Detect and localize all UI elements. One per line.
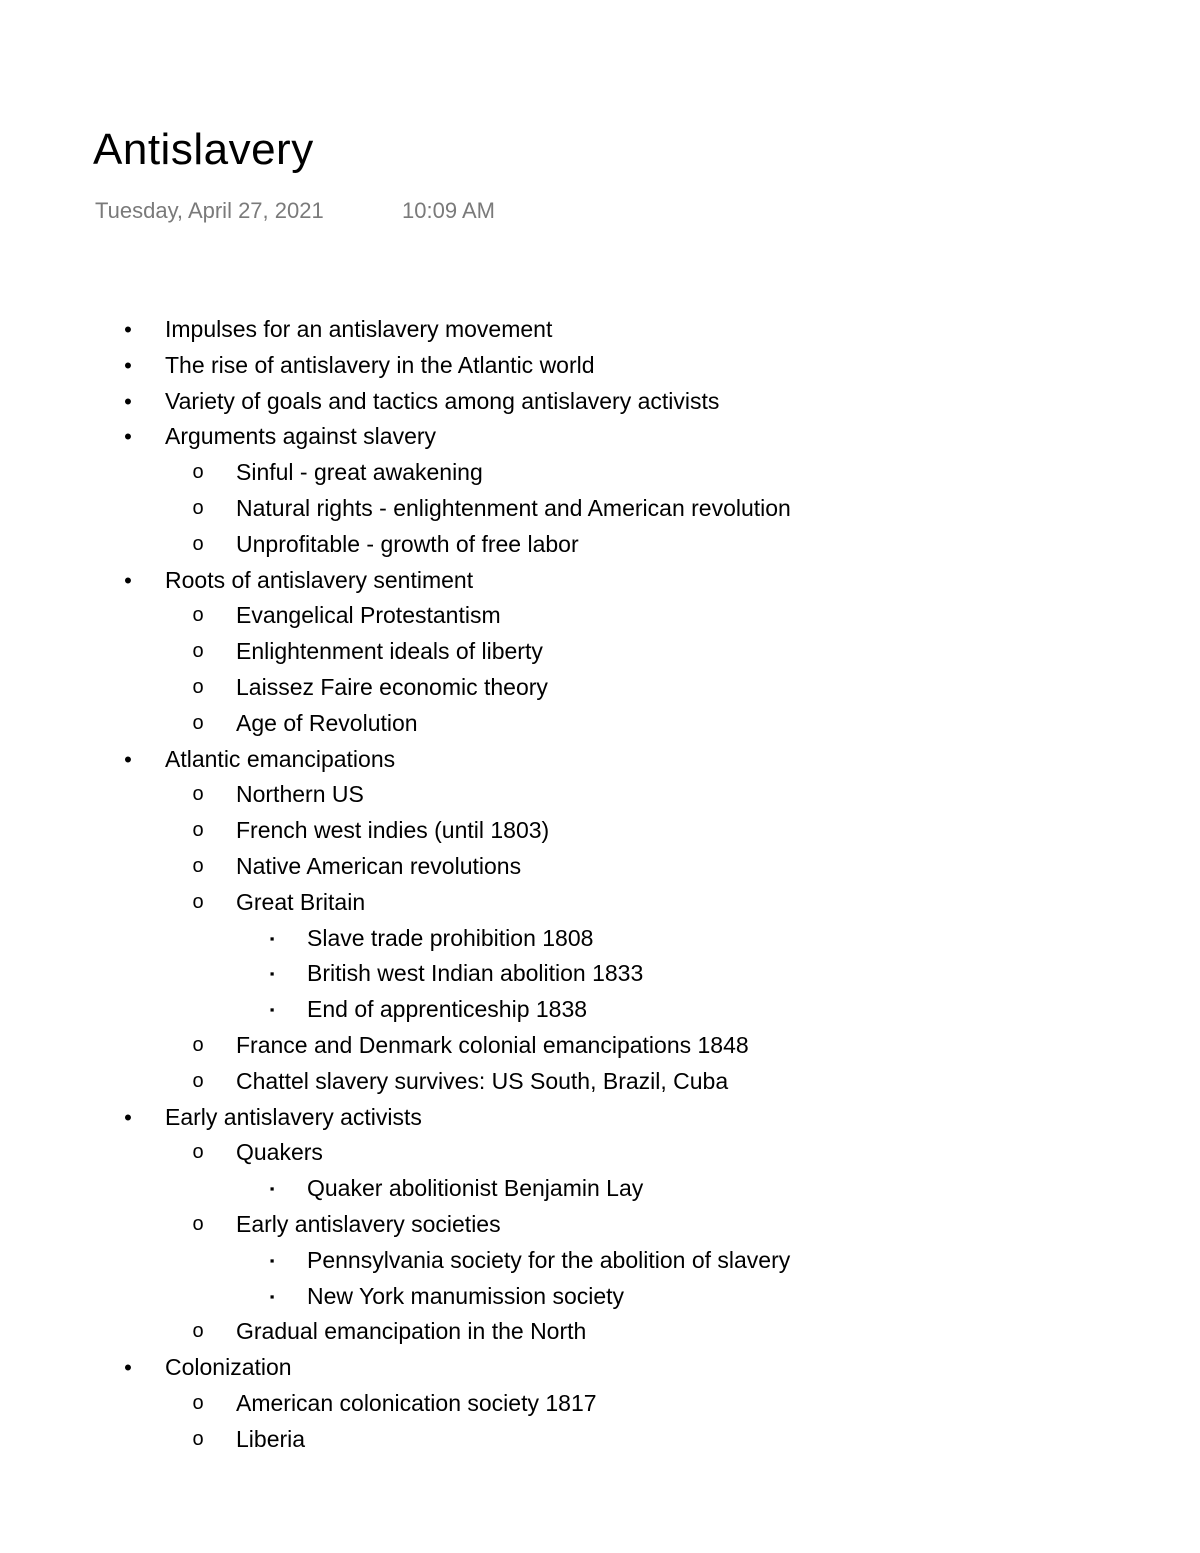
bullet-marker: •: [124, 1104, 132, 1130]
bullet-marker: •: [124, 388, 132, 414]
bullet-marker: ▪: [269, 1252, 275, 1268]
outline-item-text: Evangelical Protestantism: [236, 602, 501, 629]
outline-item-level-1: [0, 419, 1200, 455]
page-title: Antislavery: [93, 125, 314, 174]
outline-item-text: Roots of antislavery sentiment: [165, 566, 474, 593]
outline-item-text: End of apprenticeship 1838: [307, 996, 588, 1023]
outline-item-text: Great Britain: [236, 888, 366, 915]
outline-item-text: Early antislavery activists: [165, 1103, 422, 1130]
outline-item-level-3: [0, 1243, 1200, 1279]
bullet-marker: •: [124, 317, 132, 342]
outline-item-level-2: [0, 491, 1200, 527]
bullet-marker: o: [192, 532, 204, 555]
outline-item-text: Unprofitable - growth of free labor: [236, 530, 579, 557]
bullet-marker: o: [192, 640, 204, 663]
outline-item-text: Pennsylvania society for the abolition of slavery: [307, 1246, 791, 1273]
outline-item-text: Liberia: [236, 1425, 306, 1452]
outline-item-level-2: [0, 1386, 1200, 1422]
outline-item-text: Slave trade prohibition 1808: [307, 924, 594, 951]
outline-item-text: Laissez Faire economic theory: [236, 673, 548, 700]
outline-item-level-2: [0, 885, 1200, 921]
outline-item-level-2: [0, 777, 1200, 813]
outline-item-text: Impulses for an antislavery movement: [165, 316, 553, 342]
outline-item-level-1: [0, 312, 1200, 348]
outline-item-level-2: [0, 1314, 1200, 1350]
outline-item-level-1: [0, 384, 1200, 420]
outline-item-text: The rise of antislavery in the Atlantic world: [165, 351, 595, 378]
bullet-marker: o: [192, 783, 204, 806]
outline-item-level-3: [0, 921, 1200, 957]
outline-item-level-1: [0, 1100, 1200, 1136]
bullet-marker: •: [124, 352, 132, 378]
outline-item-text: Atlantic emancipations: [165, 745, 396, 772]
outline-item-level-2: [0, 1135, 1200, 1171]
bullet-marker: ▪: [269, 1181, 275, 1197]
outline-item-text: Early antislavery societies: [236, 1210, 501, 1237]
outline-item-level-1: [0, 563, 1200, 599]
bullet-marker: •: [124, 567, 132, 593]
bullet-marker: o: [192, 1069, 204, 1092]
outline-item-level-1: [0, 742, 1200, 778]
outline-item-text: Chattel slavery survives: US South, Brazil, Cuba: [236, 1067, 729, 1094]
bullet-marker: •: [124, 424, 132, 450]
outline-item-text: Quakers: [236, 1139, 323, 1166]
outline-item-text: New York manumission society: [307, 1282, 625, 1309]
outline-item-level-3: [0, 1279, 1200, 1315]
bullet-marker: ▪: [269, 930, 275, 946]
bullet-marker: o: [192, 675, 204, 698]
outline-item-level-2: [0, 813, 1200, 849]
outline-item-text: French west indies (until 1803): [236, 817, 550, 844]
outline-item-text: France and Denmark colonial emancipations 1848: [236, 1031, 749, 1058]
outline-item-level-2: [0, 670, 1200, 706]
bullet-marker: ▪: [269, 966, 275, 982]
outline-item-level-2: [0, 1422, 1200, 1458]
outline-item-text: Age of Revolution: [236, 709, 418, 736]
bullet-marker: o: [192, 890, 204, 913]
outline-item-level-3: [0, 992, 1200, 1028]
outline-item-text: Quaker abolitionist Benjamin Lay: [307, 1175, 644, 1202]
bullet-marker: o: [192, 819, 204, 842]
outline-item-level-2: [0, 849, 1200, 885]
bullet-marker: o: [192, 496, 204, 519]
bullet-marker: o: [192, 1212, 204, 1235]
outline-item-level-3: [0, 1171, 1200, 1207]
note-time: 10:09 AM: [402, 198, 495, 223]
outline-item-level-2: [0, 1207, 1200, 1243]
outline-item-text: Enlightenment ideals of liberty: [236, 638, 543, 665]
outline-item-text: Sinful - great awakening: [236, 459, 483, 486]
bullet-marker: o: [192, 1320, 204, 1343]
outline-item-level-2: [0, 706, 1200, 742]
outline-viewport: [0, 312, 1200, 1452]
outline-item-level-2: [0, 527, 1200, 563]
bullet-marker: •: [124, 746, 132, 772]
outline-item-text: Natural rights - enlightenment and American revolution: [236, 494, 791, 521]
bullet-marker: o: [192, 711, 204, 734]
outline-item-text: Variety of goals and tactics among antislavery activists: [165, 387, 720, 414]
outline-item-text: American colonication society 1817: [236, 1389, 597, 1416]
bullet-marker: ▪: [269, 1288, 275, 1304]
bullet-marker: o: [192, 854, 204, 877]
outline-item-text: Gradual emancipation in the North: [236, 1318, 587, 1345]
bullet-outline: [0, 312, 1200, 1458]
outline-item-level-2: [0, 455, 1200, 491]
bullet-marker: o: [192, 1033, 204, 1056]
note-date: Tuesday, April 27, 2021: [95, 198, 324, 223]
outline-item-level-2: [0, 1064, 1200, 1100]
outline-item-text: Native American revolutions: [236, 852, 522, 879]
bullet-marker: o: [192, 1391, 204, 1414]
outline-item-text: Arguments against slavery: [165, 423, 437, 450]
outline-item-level-1: [0, 1350, 1200, 1386]
outline-item-text: Colonization: [165, 1354, 292, 1381]
bullet-marker: o: [192, 1427, 204, 1450]
outline-item-text: British west Indian abolition 1833: [307, 960, 644, 987]
outline-item-level-3: [0, 956, 1200, 992]
outline-item-level-2: [0, 598, 1200, 634]
bullet-marker: o: [192, 461, 204, 484]
outline-item-level-2: [0, 634, 1200, 670]
outline-item-level-2: [0, 1028, 1200, 1064]
outline-item-level-1: [0, 348, 1200, 384]
bullet-marker: o: [192, 1141, 204, 1164]
outline-item-text: Northern US: [236, 781, 364, 808]
bullet-marker: •: [124, 1355, 132, 1381]
bullet-marker: ▪: [269, 1002, 275, 1018]
bullet-marker: o: [192, 604, 204, 627]
